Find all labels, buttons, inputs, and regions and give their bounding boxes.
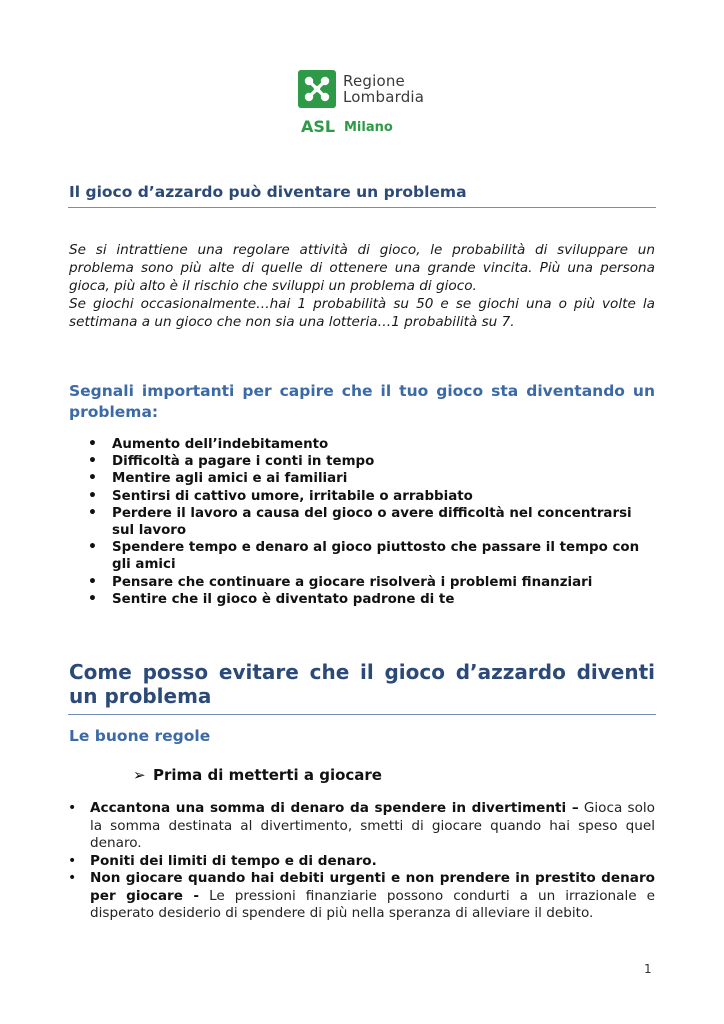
regione-lombardia-asl-logo xyxy=(298,70,438,138)
list-item xyxy=(68,800,655,853)
lombardia-rose-icon xyxy=(298,70,336,108)
rule-bold-text: Non giocare quando hai debiti urgenti e non prendere in prestito denaro per giocare - xyxy=(90,870,655,904)
list-item xyxy=(68,870,655,923)
list-item: • Mentire agli amici e ai familiari xyxy=(88,470,648,487)
intro-text xyxy=(69,241,655,331)
before-playing-label: Prima di metterti a giocare xyxy=(153,766,382,784)
subheading-good-rules: Le buone regole xyxy=(69,727,211,745)
heading-prevention: Come posso evitare che il gioco d’azzardo diventi un problema xyxy=(69,660,655,708)
logo-milano-text: Milano xyxy=(344,120,393,135)
intro-paragraph-2: Se giochi occasionalmente…hai 1 probabilità su 50 e se giochi una o più volte la settimana a un gioco che non sia una lotteria…1 probabilità su 7. xyxy=(69,296,655,330)
heading-gambling-problem: Il gioco d’azzardo può diventare un problema xyxy=(69,183,467,201)
logo-asl-text: ASL xyxy=(301,117,336,136)
list-item: • Difficoltà a pagare i conti in tempo xyxy=(88,453,648,470)
list-item: • Spendere tempo e denaro al gioco piuttosto che passare il tempo con gli amici xyxy=(88,539,648,573)
list-item: • Perdere il lavoro a causa del gioco o avere difficoltà nel concentrarsi sul lavoro xyxy=(88,505,648,539)
before-playing-item xyxy=(133,765,382,785)
rule-text: Le pressioni finanziarie possono condurti a un irrazionale e disperato desiderio di spendere di più nella speranza di alleviare il debito. xyxy=(90,887,655,921)
logo-lombardia-text: Lombardia xyxy=(343,88,425,106)
good-rules-list xyxy=(68,800,655,923)
page-number: 1 xyxy=(644,962,652,976)
rule-bold-text: Poniti dei limiti di tempo e di denaro. xyxy=(90,852,377,869)
list-item xyxy=(68,853,655,871)
heading-warning-signs: Segnali importanti per capire che il tuo gioco sta diventando un problema: xyxy=(69,382,655,421)
heading-underline xyxy=(68,714,656,715)
warning-signs-list xyxy=(88,436,648,608)
list-item: • Aumento dell’indebitamento xyxy=(88,436,648,453)
list-item: • Sentirsi di cattivo umore, irritabile o arrabbiato xyxy=(88,488,648,505)
heading-underline xyxy=(68,207,656,208)
logo-regione-text: Regione xyxy=(343,72,405,90)
rule-bold-text: Accantona una somma di denaro da spendere in divertimenti – xyxy=(90,800,579,816)
intro-paragraph-1: Se si intrattiene una regolare attività di gioco, le probabilità di sviluppare un problema sono più alte di quelle di ottenere una grande vincita. Più una persona gioca, più alto è il rischio che sviluppi un problema di gioco. xyxy=(69,242,655,294)
arrow-bullet-icon: ➢ xyxy=(133,766,146,784)
list-item: • Pensare che continuare a giocare risolverà i problemi finanziari xyxy=(88,574,648,591)
rule-text: Gioca solo la somma destinata al divertimento, smetti di giocare quando hai speso quel denaro. xyxy=(90,800,655,851)
list-item: • Sentire che il gioco è diventato padrone di te xyxy=(88,591,648,608)
